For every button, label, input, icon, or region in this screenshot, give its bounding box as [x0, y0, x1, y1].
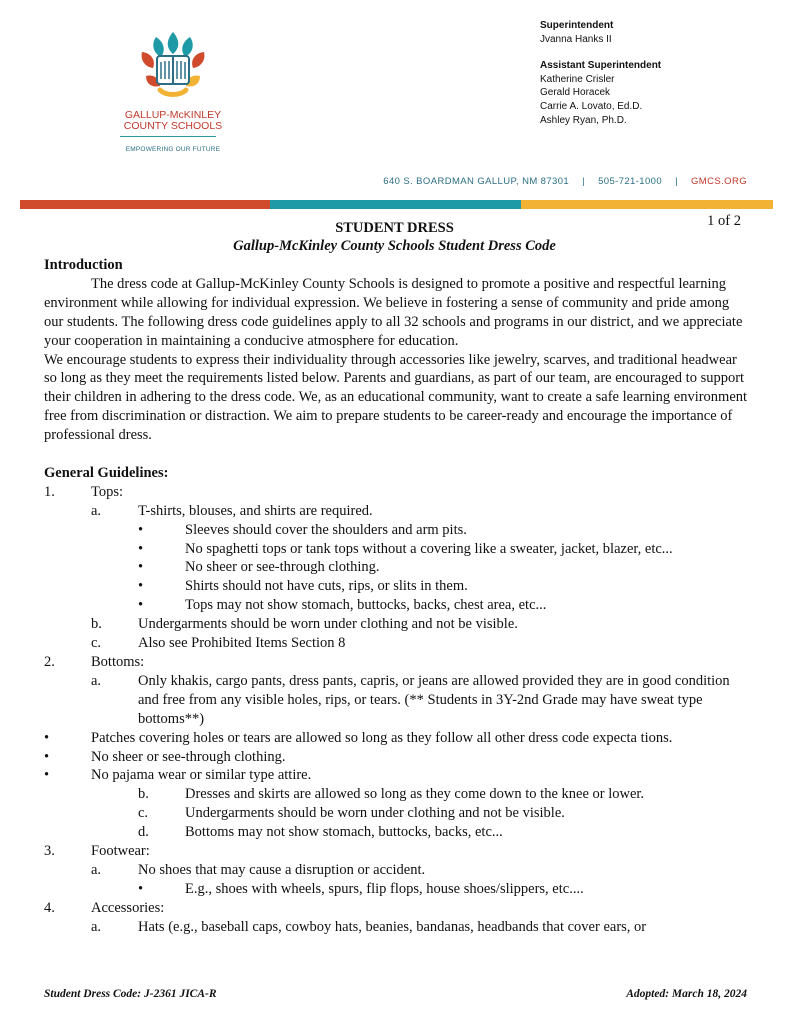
item-text: Undergarments should be worn under clothing and not be visible.: [138, 616, 518, 633]
address: 640 S. BOARDMAN GALLUP, NM 87301: [383, 176, 570, 187]
district-logo: [118, 30, 228, 160]
item-marker: b.: [91, 616, 102, 633]
guideline-item: [44, 861, 749, 880]
item-text: Shirts should not have cuts, rips, or slits in them.: [185, 578, 468, 595]
phone: 505-721-1000: [598, 176, 663, 187]
guideline-item: [44, 880, 749, 899]
item-text: No sheer or see-through clothing.: [91, 748, 286, 765]
color-bar: [20, 200, 773, 209]
guideline-item: [44, 653, 749, 672]
item-marker: •: [138, 597, 144, 614]
guideline-item: [44, 596, 749, 615]
color-bar-gold: [521, 200, 773, 209]
item-text: Dresses and skirts are allowed so long as they come down to the knee or lower.: [185, 786, 645, 803]
assistant-name: Ashley Ryan, Ph.D.: [540, 114, 627, 126]
guideline-item: [44, 804, 749, 823]
item-text: E.g., shoes with wheels, spurs, flip flops, house shoes/slippers, etc....: [185, 880, 584, 897]
item-text: Sleeves should cover the shoulders and arm pits.: [185, 521, 467, 538]
item-text: Bottoms may not show stomach, buttocks, backs, etc...: [185, 824, 503, 841]
guideline-item: [44, 521, 749, 540]
website: GMCS.ORG: [691, 176, 747, 187]
item-marker: •: [44, 767, 50, 784]
item-marker: 2.: [44, 654, 55, 671]
item-marker: •: [44, 748, 50, 765]
color-bar-teal: [270, 200, 521, 209]
guidelines-list: [44, 483, 749, 937]
item-text: No shoes that may cause a disruption or accident.: [138, 861, 426, 878]
item-marker: a.: [91, 502, 102, 519]
item-marker: 4.: [44, 899, 55, 916]
item-marker: b.: [138, 786, 149, 803]
footer-adopted-date: Adopted: March 18, 2024: [626, 988, 747, 1000]
logo-tagline: EMPOWERING OUR FUTURE: [125, 146, 221, 153]
contact-line: [383, 176, 747, 187]
logo-line-2: COUNTY SCHOOLS: [123, 120, 223, 132]
item-marker: a.: [91, 861, 102, 878]
item-marker: •: [44, 729, 50, 746]
intro-paragraph: We encourage students to express their individuality through accessories like jewelry, scarves, and traditional headwear so long as they meet the requirements listed below. Parents and guardians, as part of our team, are encouraged to support their children in adhering to the dress code. We, as an educational community, want to create a safe learning environment free from discrimination or distraction. We aim to prepare students to be career-ready and encourage the importance of professional dress.: [44, 351, 748, 444]
item-marker: •: [138, 540, 144, 557]
item-text: T-shirts, blouses, and shirts are required.: [138, 502, 373, 519]
item-text: Footwear:: [91, 843, 150, 860]
item-text: No spaghetti tops or tank tops without a covering like a sweater, jacket, blazer, etc...: [185, 540, 673, 557]
item-marker: d.: [138, 824, 149, 841]
item-text: Patches covering holes or tears are allowed so long as they follow all other dress code expecta tions.: [91, 729, 673, 746]
guideline-item: [44, 823, 749, 842]
guidelines-heading: General Guidelines:: [44, 464, 169, 481]
guideline-item: [44, 785, 749, 804]
logo-line-1: GALLUP-McKINLEY: [124, 109, 222, 121]
guideline-item: [44, 842, 749, 861]
assistant-name: Carrie A. Lovato, Ed.D.: [540, 100, 643, 112]
item-marker: a.: [91, 918, 102, 935]
guideline-item: [44, 483, 749, 502]
item-marker: •: [138, 880, 144, 897]
item-marker: c.: [138, 805, 149, 822]
item-marker: •: [138, 578, 144, 595]
guideline-item: [44, 899, 749, 918]
item-marker: c.: [91, 635, 102, 652]
item-marker: 3.: [44, 843, 55, 860]
page-number: 1 of 2: [707, 213, 741, 229]
item-text: Tops may not show stomach, buttocks, backs, chest area, etc...: [185, 597, 547, 614]
logo-wordmark: [118, 110, 228, 132]
document-title: STUDENT DRESS: [335, 220, 454, 236]
intro-heading: Introduction: [44, 257, 123, 273]
color-bar-red: [20, 200, 270, 209]
item-marker: •: [138, 559, 144, 576]
guideline-item: [44, 634, 749, 653]
guideline-item: [44, 766, 749, 785]
guideline-item: [44, 502, 749, 521]
guideline-item: [44, 615, 749, 634]
item-text: No sheer or see-through clothing.: [185, 559, 380, 576]
document-body: [44, 256, 749, 937]
assistant-name: Gerald Horacek: [540, 87, 611, 99]
item-text: Only khakis, cargo pants, dress pants, capris, or jeans are allowed provided they are in good condition and free from any visible holes, rips, or tears. (** Students in 3Y-2nd Grade may have sweat type bottoms**): [138, 672, 730, 727]
intro-paragraph: The dress code at Gallup-McKinley County Schools is designed to promote a positive and respectful learning environment while allowing for individual expression. We believe in fostering a sense of community and pride among our students. The following dress code guidelines apply to all 32 schools and programs in our district, and we appreciate your cooperation in maintaining a conducive atmosphere for education.: [44, 275, 743, 349]
guideline-item: [44, 672, 749, 729]
separator: |: [675, 176, 678, 187]
guideline-item: [44, 577, 749, 596]
assistant-name: Katherine Crisler: [540, 73, 615, 85]
separator: |: [582, 176, 586, 187]
book-tree-logo-icon: [130, 30, 216, 104]
superintendent-role: Superintendent: [540, 20, 614, 31]
guideline-item: [44, 558, 749, 577]
item-text: Tops:: [91, 483, 124, 500]
guideline-item: [44, 748, 749, 767]
item-marker: a.: [91, 672, 102, 689]
item-text: Undergarments should be worn under clothing and not be visible.: [185, 805, 565, 822]
item-text: Bottoms:: [91, 654, 145, 671]
document-subtitle: Gallup-McKinley County Schools Student Dress Code: [233, 238, 556, 254]
item-text: Also see Prohibited Items Section 8: [138, 635, 346, 652]
superintendent-name: Jvanna Hanks II: [540, 33, 612, 45]
assistant-superintendent-role: Assistant Superintendent: [540, 60, 662, 72]
item-marker: •: [138, 521, 144, 538]
guideline-item: [44, 540, 749, 559]
item-text: No pajama wear or similar type attire.: [91, 767, 312, 784]
item-text: Hats (e.g., baseball caps, cowboy hats, beanies, bandanas, headbands that cover ears, or: [138, 918, 647, 935]
footer-code: Student Dress Code: J-2361 JICA-R: [44, 988, 217, 1000]
guideline-item: [44, 729, 749, 748]
item-marker: 1.: [44, 483, 55, 500]
administration-block: [540, 19, 770, 127]
guideline-item: [44, 918, 749, 937]
item-text: Accessories:: [91, 899, 165, 916]
logo-divider: [120, 136, 216, 137]
